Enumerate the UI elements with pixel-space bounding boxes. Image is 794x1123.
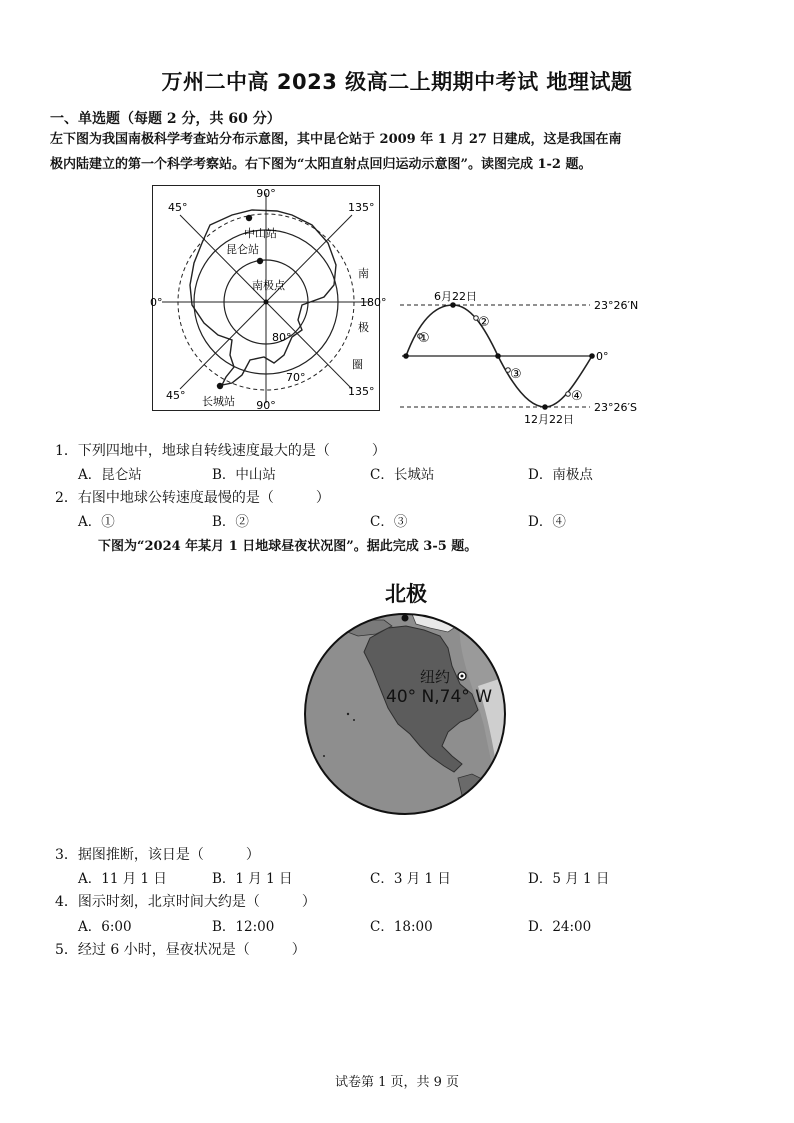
page-footer: 试卷第 1 页，共 9 页 xyxy=(334,1075,460,1090)
label-changcheng: 长城站 xyxy=(202,395,235,408)
option-d: D．④ xyxy=(528,514,566,530)
marker-1: ① xyxy=(418,331,430,346)
question-stem: 3．据图推断，该日是（ ） xyxy=(55,847,260,863)
question-4 xyxy=(55,891,316,911)
question-stem: 1．下列四地中，地球自转线速度最大的是（ ） xyxy=(55,443,386,459)
changcheng-station-dot xyxy=(217,383,223,389)
label-june-22: 6月22日 xyxy=(434,290,477,303)
page-title: 万州二中高 2023 级高二上期期中考试 地理试题 xyxy=(161,70,633,94)
antarctica-station-map xyxy=(150,185,387,412)
label-polar-circle-3: 圈 xyxy=(352,358,363,371)
south-pole-dot xyxy=(264,300,269,305)
label-dec-22: 12月22日 xyxy=(524,413,574,426)
label-90-top: 90° xyxy=(256,187,276,200)
label-tropic-s: 23°26′S xyxy=(594,401,637,414)
label-polar-circle-1: 南 xyxy=(358,267,369,280)
marker-2: ② xyxy=(478,315,490,330)
sun-direct-point-chart xyxy=(398,288,690,430)
question-stem: 5．经过 6 小时，昼夜状况是（ ） xyxy=(55,942,306,958)
option-c: C．③ xyxy=(370,514,408,530)
option-a: A．6:00 xyxy=(78,919,132,935)
intro-paragraph-2: 下图为“2024 年某月 1 日地球昼夜状况图”。据此完成 3-5 题。 xyxy=(98,539,478,554)
label-polar-circle-2: 极 xyxy=(358,321,369,334)
option-d: D．24:00 xyxy=(528,919,592,935)
label-lat-70: 70° xyxy=(286,371,306,384)
label-0: 0° xyxy=(150,296,163,309)
label-tropic-n: 23°26′N xyxy=(594,299,639,312)
option-c: C．长城站 xyxy=(370,467,435,483)
option-d: D．5 月 1 日 xyxy=(528,871,610,887)
zhongshan-station-dot xyxy=(246,215,252,221)
option-b: B．1 月 1 日 xyxy=(212,871,293,887)
new-york-label: 纽约 xyxy=(420,668,451,686)
marker-4: ④ xyxy=(571,389,583,404)
label-zhongshan: 中山站 xyxy=(244,227,277,240)
intro-line: 左下图为我国南极科学考查站分布示意图，其中昆仑站于 2009 年 1 月 27 日建成，这是我国在南 xyxy=(50,132,622,147)
label-135-tr: 135° xyxy=(348,201,375,214)
section-heading: 一、单选题（每题 2 分，共 60 分） xyxy=(50,111,281,127)
question-5 xyxy=(55,939,306,959)
option-b: B．12:00 xyxy=(212,919,275,935)
label-kunlun: 昆仑站 xyxy=(226,243,259,256)
label-135-br: 135° xyxy=(348,385,375,398)
option-d: D．南极点 xyxy=(528,467,593,483)
label-equator: 0° xyxy=(596,350,609,363)
intro-line: 极内陆建立的第一个科学考察站。右下图为“太阳直射点回归运动示意图”。读图完成 1-2 题。 xyxy=(50,157,592,172)
intro-paragraph-1 xyxy=(50,127,750,177)
kunlun-station-dot xyxy=(257,258,263,264)
option-b: B．② xyxy=(212,514,249,530)
option-a: A．11 月 1 日 xyxy=(78,871,167,887)
option-a: A．① xyxy=(78,514,115,530)
globe-day-night-map xyxy=(302,606,508,822)
north-pole-dot xyxy=(402,615,409,622)
option-b: B．中山站 xyxy=(212,467,276,483)
question-stem: 2．右图中地球公转速度最慢的是（ ） xyxy=(55,490,330,506)
question-3 xyxy=(55,844,260,864)
question-1 xyxy=(55,440,386,460)
north-pole-label: 北极 xyxy=(385,582,427,606)
new-york-coord-label: 40° N,74° W xyxy=(386,687,493,707)
label-90-bottom: 90° xyxy=(256,399,276,412)
question-stem: 4．图示时刻，北京时间大约是（ ） xyxy=(55,894,316,910)
label-south-pole: 南极点 xyxy=(252,279,285,292)
label-45-bl: 45° xyxy=(166,389,186,402)
option-c: C．18:00 xyxy=(370,919,433,935)
label-180: 180° xyxy=(360,296,387,309)
option-c: C．3 月 1 日 xyxy=(370,871,451,887)
label-lat-80: 80° xyxy=(272,331,292,344)
marker-3: ③ xyxy=(510,367,522,382)
option-a: A．昆仑站 xyxy=(78,467,142,483)
question-2 xyxy=(55,487,330,507)
label-45-tl: 45° xyxy=(168,201,188,214)
